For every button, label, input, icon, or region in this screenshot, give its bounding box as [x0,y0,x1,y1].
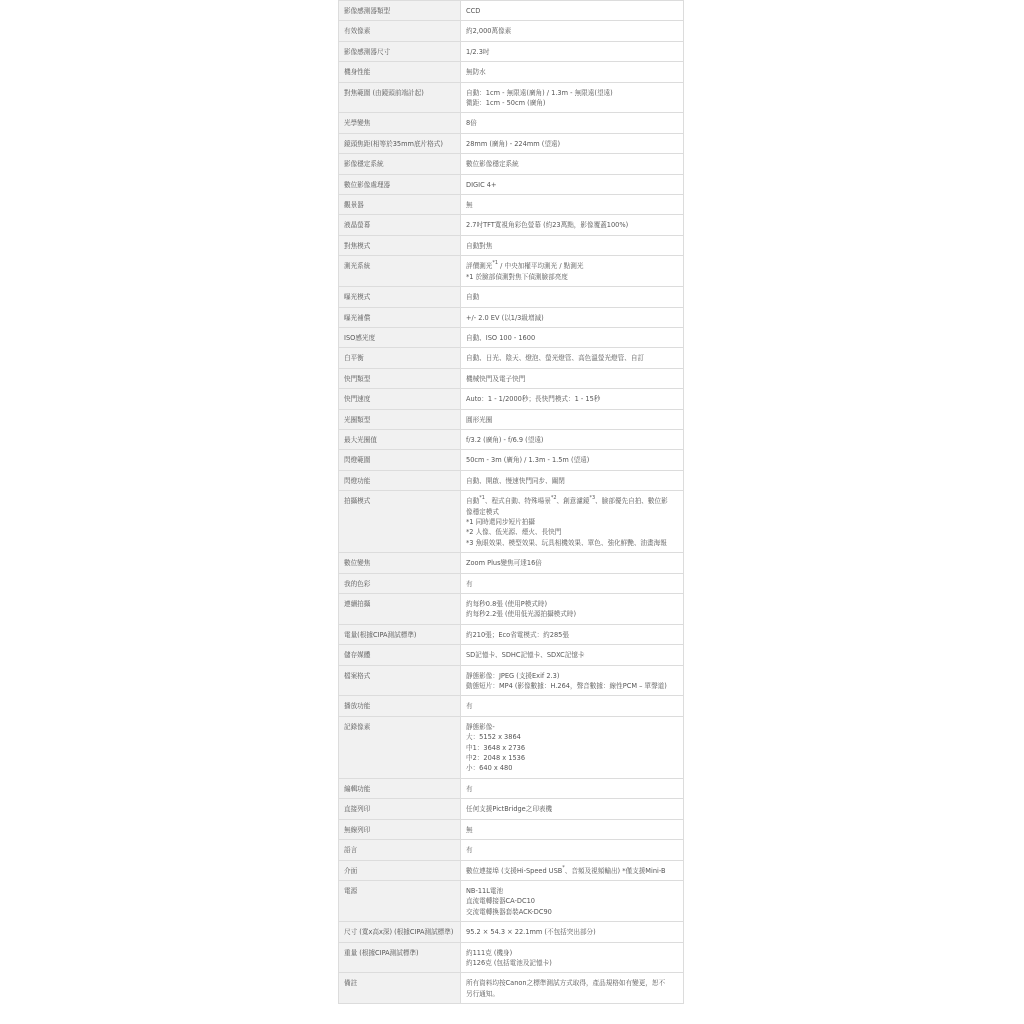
spec-value-line [466,630,678,640]
spec-row [339,696,684,716]
spec-value-line [466,88,678,98]
spec-label: 測光系統 [339,256,461,287]
spec-value-text: 自動、開啟、慢速快門同步、關閉 [466,476,565,485]
spec-row [339,645,684,665]
spec-value [461,645,684,665]
spec-value [461,594,684,625]
spec-value-line [466,292,678,302]
spec-value-line [466,609,678,619]
spec-value-line [466,804,678,814]
footnote-mark: *2 [550,495,557,502]
spec-row [339,880,684,921]
spec-value [461,368,684,388]
spec-value-line [466,200,678,210]
spec-value-line [466,866,678,876]
spec-row [339,778,684,798]
spec-value-text: 1/2.3吋 [466,47,490,56]
spec-row [339,307,684,327]
spec-label: 閃燈功能 [339,470,461,490]
spec-value-line [466,958,678,968]
spec-label: 數位影像處理器 [339,174,461,194]
spec-label: 曝光補償 [339,307,461,327]
spec-value-text: 靜態影像：JPEG (支援Exif 2.3) [466,671,560,680]
spec-value-line [466,241,678,251]
spec-row [339,235,684,255]
spec-row [339,799,684,819]
spec-value [461,307,684,327]
spec-value-line [466,722,678,732]
spec-value-text: 約每秒0.8張 (使用P模式時) [466,600,548,608]
spec-label: 直接列印 [339,799,461,819]
spec-label: 影像感測器尺寸 [339,41,461,61]
spec-value-text: 微距：1cm - 50cm (廣角) [466,99,546,108]
spec-value-text: 評價測光 [466,262,493,271]
spec-row [339,553,684,573]
spec-value-text: 圓形光圈 [466,415,493,424]
spec-value-line [466,272,678,282]
spec-label: 拍攝模式 [339,491,461,553]
spec-value-text: Auto：1 - 1/2000秒；長快門模式：1 - 15秒 [466,395,601,404]
spec-row [339,368,684,388]
spec-value [461,922,684,942]
spec-row [339,470,684,490]
spec-value-line [466,394,678,404]
spec-row [339,113,684,133]
spec-value-text: 小：640 x 480 [466,764,513,773]
spec-value-line [466,978,678,988]
spec-value-text: 約111克 (機身) [466,948,513,957]
spec-value-line [466,732,678,742]
spec-label: 重量 (根據CIPA測試標準) [339,942,461,973]
spec-value-text: 數位影像穩定系統 [466,160,519,169]
spec-value-text: Zoom Plus變焦可達16倍 [466,559,542,568]
spec-table [338,0,684,1004]
spec-value-text: *2 人像、低光源、煙火、長快門 [466,528,562,537]
spec-value-text: 靜態影像- [466,722,495,731]
spec-label: 光學變焦 [339,113,461,133]
spec-row [339,21,684,41]
spec-value-line [466,455,678,465]
spec-value-line [466,415,678,425]
spec-value-text: DIGIC 4+ [466,180,497,189]
spec-row [339,491,684,553]
spec-value [461,450,684,470]
spec-value-text: 交流電轉換器套裝ACK-DC90 [466,907,552,916]
spec-value-line [466,743,678,753]
spec-value [461,174,684,194]
spec-value [461,942,684,973]
spec-value-text: 無 [466,201,473,210]
spec-value [461,716,684,778]
spec-value [461,491,684,553]
spec-value-line [466,558,678,568]
spec-label: 播放功能 [339,696,461,716]
spec-row [339,573,684,593]
spec-value-text: 、創意濾鏡 [556,497,590,506]
spec-row [339,1,684,21]
spec-value-text: NB-11L電池 [466,886,504,895]
spec-value-text: 無 [466,825,473,834]
spec-value [461,287,684,307]
spec-value-text: *3 魚眼效果、模型效果、玩具相機效果、單色、強化鮮艷、油畫海報 [466,538,667,547]
spec-value-line [466,517,678,527]
spec-value [461,1,684,21]
spec-value [461,389,684,409]
spec-value-line [466,98,678,108]
spec-value [461,860,684,880]
spec-value-line [466,220,678,230]
spec-value-text: 自動：1cm - 無限遠(廣角) / 1.3m - 無限遠(望遠) [466,88,613,97]
spec-value-line [466,886,678,896]
spec-value-text: 直流電轉接器CA-DC10 [466,897,535,906]
spec-value [461,429,684,449]
spec-value-text: 無防水 [466,68,486,77]
spec-value-text: 8倍 [466,119,477,128]
spec-value-line [466,579,678,589]
footnote-mark: *1 [492,260,499,267]
spec-value-text: 約210張；Eco省電模式：約285張 [466,630,569,639]
spec-value-text: 自動 [466,293,480,302]
spec-label: 我的色彩 [339,573,461,593]
spec-value-text: 像穩定模式 [466,507,499,516]
footnote-mark: * [562,864,565,871]
spec-row [339,942,684,973]
spec-table-body [339,1,684,1004]
spec-value [461,973,684,1004]
spec-value-line [466,313,678,323]
spec-value-text: 自動對焦 [466,241,493,250]
spec-value [461,573,684,593]
spec-label: 儲存媒體 [339,645,461,665]
spec-label: 編輯功能 [339,778,461,798]
spec-value-text: 、程式自動、特殊場景 [484,497,551,506]
spec-value-text: 任何支援PictBridge之印表機 [466,805,553,814]
spec-value-text: f/3.2 (廣角) - f/6.9 (望遠) [466,435,544,444]
spec-value-line [466,180,678,190]
spec-row [339,624,684,644]
spec-value-text: *1 於臉部偵測對焦下偵測臉部亮度 [466,272,568,281]
spec-row [339,327,684,347]
spec-value-text: 所有資料均按Canon之標準測試方式取得，產品規格如有變更，恕不 [466,979,666,988]
spec-label: 備註 [339,973,461,1004]
spec-value-text: 另行通知。 [466,989,499,998]
spec-row [339,154,684,174]
spec-value [461,409,684,429]
spec-value-line [466,701,678,711]
spec-label: 曝光模式 [339,287,461,307]
spec-value [461,778,684,798]
spec-value-text: 50cm - 3m (廣角) / 1.3m - 1.5m (望遠) [466,456,590,465]
spec-value-text: CCD [466,7,481,15]
spec-row [339,973,684,1004]
spec-label: 白平衡 [339,348,461,368]
spec-label: 光圈類型 [339,409,461,429]
spec-value [461,470,684,490]
spec-label: 語言 [339,840,461,860]
spec-label: 觀景器 [339,195,461,215]
spec-value-text: 95.2 × 54.3 × 22.1mm (不包括突出部分) [466,928,596,937]
spec-value [461,235,684,255]
spec-value-line [466,825,678,835]
spec-value [461,215,684,235]
spec-label: 快門類型 [339,368,461,388]
spec-row [339,450,684,470]
spec-value [461,696,684,716]
spec-value-text: 自動、ISO 100 - 1600 [466,333,536,342]
spec-value-text: 動態短片：MP4 (影像數據：H.264，聲音數據：線性PCM – 單聲道) [466,682,667,691]
spec-label: 無線列印 [339,819,461,839]
spec-value-line [466,118,678,128]
spec-row [339,215,684,235]
spec-value [461,840,684,860]
spec-label: 介面 [339,860,461,880]
spec-value-line [466,67,678,77]
spec-value-line [466,753,678,763]
spec-label: 連續拍攝 [339,594,461,625]
spec-value [461,82,684,113]
spec-row [339,840,684,860]
spec-value [461,880,684,921]
spec-value [461,799,684,819]
spec-value-line [466,784,678,794]
spec-value-line [466,989,678,999]
spec-label: 電源 [339,880,461,921]
spec-value-text: 有 [466,846,473,855]
spec-value-line [466,538,678,548]
spec-value-line [466,476,678,486]
spec-row [339,716,684,778]
spec-value [461,133,684,153]
spec-row [339,256,684,287]
spec-value-text: 、音頻及視頻輸出) *僅支援Mini-B [564,866,666,875]
spec-value-text: 機械快門及電子快門 [466,374,526,383]
spec-value-text: 有 [466,579,473,588]
spec-value [461,348,684,368]
spec-label: 記錄像素 [339,716,461,778]
spec-value-line [466,527,678,537]
spec-value-text: 28mm (廣角) - 224mm (望遠) [466,139,561,148]
spec-label: 快門速度 [339,389,461,409]
spec-label: 液晶螢幕 [339,215,461,235]
spec-row [339,429,684,449]
spec-value [461,553,684,573]
spec-row [339,860,684,880]
spec-label: 電量(根據CIPA測試標準) [339,624,461,644]
spec-value-line [466,948,678,958]
spec-value-text: 大：5152 x 3864 [466,733,521,742]
footnote-mark: *3 [589,495,596,502]
spec-label: 對焦範圍 (由鏡頭前端計起) [339,82,461,113]
spec-value-line [466,333,678,343]
spec-value [461,327,684,347]
spec-value-text: 中2：2048 x 1536 [466,754,526,763]
spec-value-line [466,139,678,149]
spec-row [339,195,684,215]
spec-row [339,665,684,696]
spec-row [339,819,684,839]
spec-row [339,62,684,82]
spec-value [461,819,684,839]
spec-row [339,594,684,625]
spec-value-text: 約2,000萬像素 [466,27,512,36]
spec-value-line [466,26,678,36]
spec-value-line [466,896,678,906]
spec-value [461,41,684,61]
spec-value-line [466,927,678,937]
spec-value-line [466,261,678,271]
spec-value-text: 有 [466,702,473,711]
spec-value [461,195,684,215]
spec-row [339,174,684,194]
spec-value-text: 有 [466,784,473,793]
spec-value-text: SD記憶卡、SDHC記憶卡、SDXC記憶卡 [466,651,585,660]
spec-value-line [466,159,678,169]
spec-label: ISO感光度 [339,327,461,347]
spec-label: 最大光圈值 [339,429,461,449]
spec-value-line [466,507,678,517]
spec-value [461,256,684,287]
spec-value [461,154,684,174]
spec-value-text: 約每秒2.2張 (使用低光源拍攝模式時) [466,610,577,619]
spec-value-line [466,763,678,773]
spec-label: 尺寸 (寬x高x深) (根據CIPA測試標準) [339,922,461,942]
spec-label: 數位變焦 [339,553,461,573]
spec-row [339,348,684,368]
spec-value-line [466,845,678,855]
spec-label: 檔案格式 [339,665,461,696]
spec-row [339,287,684,307]
spec-label: 對焦模式 [339,235,461,255]
spec-label: 影像感測器類型 [339,1,461,21]
spec-value-line [466,650,678,660]
spec-row [339,389,684,409]
spec-value-line [466,496,678,506]
spec-row [339,41,684,61]
spec-value-line [466,353,678,363]
spec-value-line [466,6,678,16]
spec-label: 閃燈範圍 [339,450,461,470]
spec-value-line [466,671,678,681]
spec-value [461,665,684,696]
footnote-mark: *1 [479,495,485,502]
spec-value-text: 中1：3648 x 2736 [466,743,526,752]
spec-value [461,62,684,82]
spec-value-text: +/- 2.0 EV (以1/3級增減) [466,313,544,322]
spec-value-line [466,599,678,609]
spec-label: 影像穩定系統 [339,154,461,174]
spec-row [339,82,684,113]
spec-label: 有效像素 [339,21,461,41]
spec-value-line [466,374,678,384]
spec-value [461,21,684,41]
spec-value-line [466,435,678,445]
spec-value-line [466,681,678,691]
spec-value-text: 數位連接埠 (支援Hi-Speed USB [466,866,563,875]
spec-value-text: 、臉部優先自拍、數位影 [595,497,668,506]
spec-value [461,624,684,644]
spec-value-text: 自動 [466,497,480,506]
spec-row [339,133,684,153]
spec-value-line [466,907,678,917]
spec-row [339,409,684,429]
spec-value-text: *1 同時還同步短片拍攝 [466,517,535,526]
spec-row [339,922,684,942]
spec-value-text: 2.7吋TFT寬視角彩色螢幕 (約23萬點，影像覆蓋100%) [466,221,629,230]
spec-value-line [466,47,678,57]
spec-value-text: 約126克 (包括電池及記憶卡) [466,958,552,967]
spec-label: 機身性能 [339,62,461,82]
spec-label: 鏡頭焦距(相等於35mm底片格式) [339,133,461,153]
spec-value-text: / 中央加權平均測光 / 點測光 [498,262,584,271]
spec-value-text: 自動、日光、陰天、燈泡、螢光燈管、高色溫螢光燈管、自訂 [466,354,645,363]
spec-value [461,113,684,133]
